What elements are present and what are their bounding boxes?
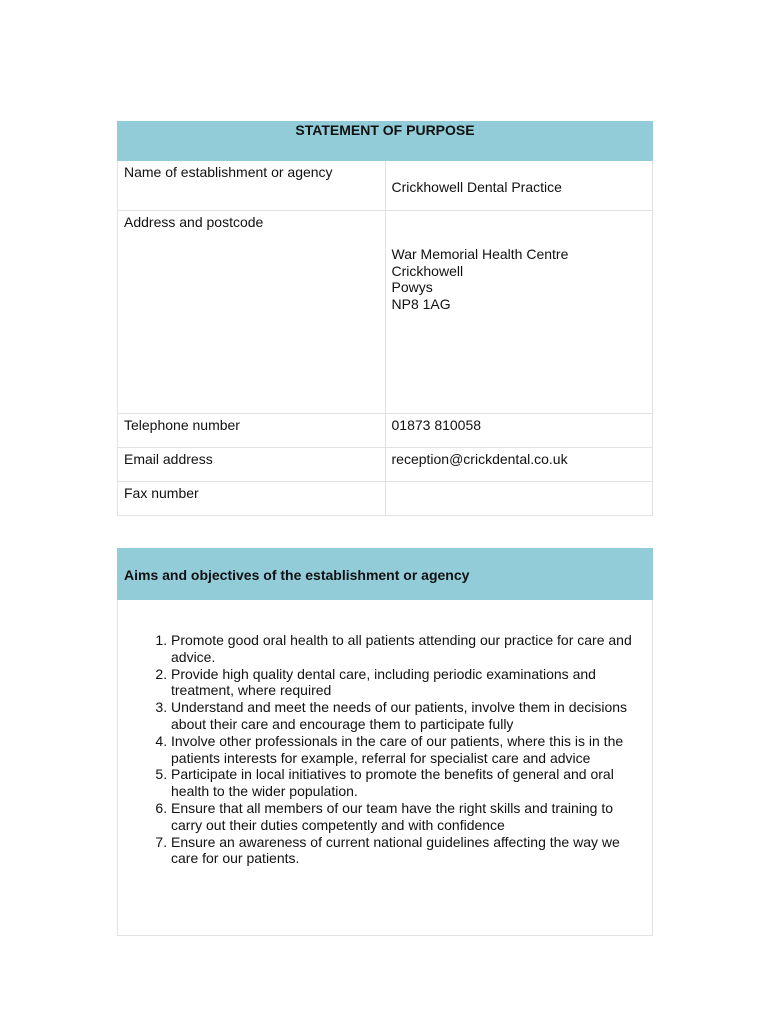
email-value: reception@crickdental.co.uk	[385, 448, 653, 482]
telephone-value: 01873 810058	[385, 414, 653, 448]
aim-item: 6. Ensure that all members of our team have the right skills and training to carry out their duties competently and with confidence	[171, 800, 644, 834]
aim-item: 3. Understand and meet the needs of our patients, involve them in decisions about their care and encourage them to participate fully	[171, 699, 644, 733]
aim-item: 7. Ensure an awareness of current national guidelines affecting the way we care for our patients.	[171, 834, 644, 868]
address-label: Address and postcode	[118, 211, 386, 414]
aim-item: 2. Provide high quality dental care, including periodic examinations and treatment, where required	[171, 666, 644, 700]
statement-title: STATEMENT OF PURPOSE	[118, 122, 653, 161]
address-line: Crickhowell	[391, 262, 464, 279]
aims-title: Aims and objectives of the establishment or agency	[118, 549, 653, 600]
address-value	[385, 211, 653, 414]
fax-value	[385, 482, 653, 516]
aim-item: 4. Involve other professionals in the care of our patients, where this is in the patients interests for example, referral for specialist care and advice	[171, 733, 644, 767]
aims-list	[118, 632, 652, 867]
establishment-name-value: Crickhowell Dental Practice	[385, 161, 653, 211]
address-line: War Memorial Health Centre	[391, 246, 569, 262]
aims-list-cell	[118, 600, 653, 936]
establishment-name-label: Name of establishment or agency	[118, 161, 386, 211]
aim-item: 5. Participate in local initiatives to promote the benefits of general and oral health to the wider population.	[171, 766, 644, 800]
address-line: NP8 1AG	[391, 295, 451, 312]
fax-label: Fax number	[118, 482, 386, 516]
aims-objectives-table	[117, 548, 653, 936]
aim-item: 1. Promote good oral health to all patients attending our practice for care and advice.	[171, 632, 644, 666]
telephone-label: Telephone number	[118, 414, 386, 448]
statement-of-purpose-table	[117, 121, 653, 516]
email-label: Email address	[118, 448, 386, 482]
address-line: Powys	[391, 279, 433, 295]
